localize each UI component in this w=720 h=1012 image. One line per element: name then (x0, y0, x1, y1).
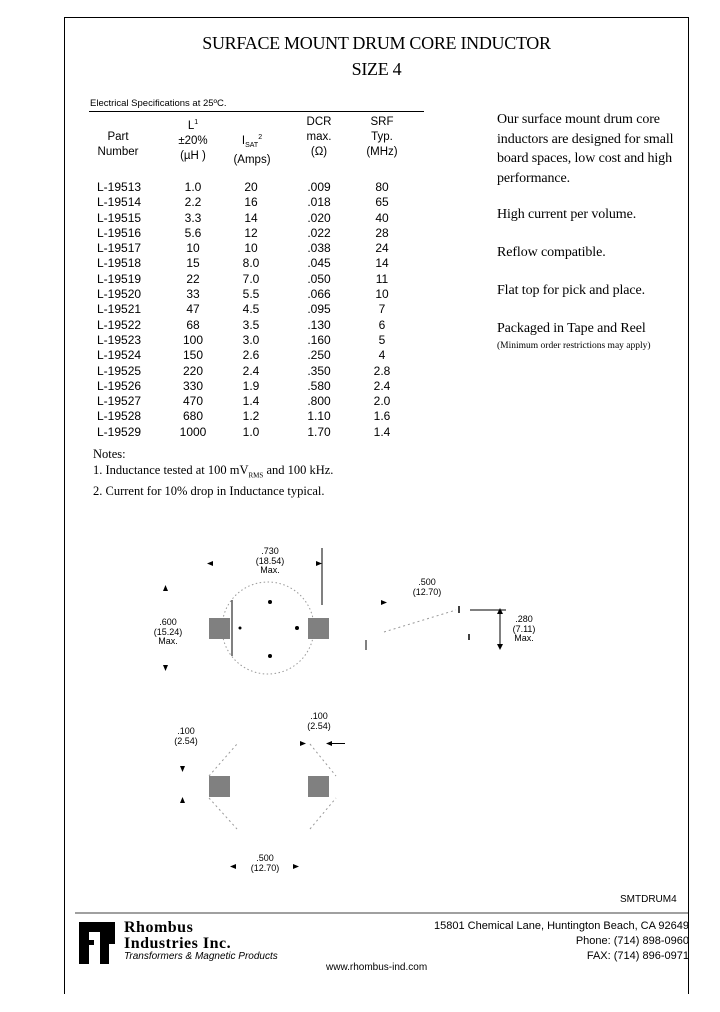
terminal-pad (308, 618, 329, 639)
table-cell: 1.70 (307, 424, 331, 439)
fax-number: (714) 896-0971 (613, 950, 689, 962)
table-cell: 24 (375, 241, 389, 256)
dim-pad-height: .100 (2.54) (174, 726, 198, 746)
table-cell: 80 (375, 180, 389, 194)
land-pad (209, 776, 230, 797)
table-cell: 3.5 (242, 317, 260, 332)
table-cell: 16 (244, 195, 258, 210)
arrow-icon (163, 665, 168, 671)
table-cell: L-19514 (97, 195, 142, 210)
feature-high-current: High current per volume. (497, 207, 637, 222)
core-dot (268, 600, 272, 604)
table-cell: 1.0 (242, 424, 260, 439)
table-cell: 2.8 (373, 363, 391, 378)
table-cell: L-19518 (97, 256, 142, 271)
table-cell: 470 (182, 394, 204, 409)
table-cell: 2.4 (242, 363, 260, 378)
pad-outline (310, 744, 336, 776)
table-cell: 65 (375, 195, 389, 210)
table-cell: .038 (307, 241, 331, 256)
terminal-pad (209, 618, 230, 639)
dim-thickness: .280 (7.11) Max. (512, 614, 536, 643)
arrow-icon (316, 561, 322, 566)
table-cell: L-19516 (97, 225, 142, 240)
table-cell: 28 (375, 225, 389, 240)
table-cell: L-19521 (97, 302, 142, 317)
table-cell: 2.0 (373, 394, 391, 409)
table-cell: L-19520 (97, 287, 142, 302)
table-cell: .160 (307, 332, 331, 347)
arrow-icon (163, 585, 168, 591)
fax-label: FAX: (586, 950, 611, 962)
dim-pad-spacing: .500 (12.70) (250, 853, 280, 873)
table-cell: 4 (378, 348, 386, 363)
notes-heading: Notes: (93, 447, 126, 461)
table-cell: 150 (182, 348, 204, 363)
feature-tape-reel-note: (Minimum order restrictions may apply) (497, 341, 651, 351)
table-cell: 11 (375, 271, 389, 286)
dim-side-length: .500 (12.70) (412, 577, 442, 597)
dim-height: .600 (15.24) Max. (153, 617, 183, 646)
core-dot (295, 626, 299, 630)
company-contact (420, 919, 689, 964)
arrow-icon (300, 741, 306, 746)
arrow-icon (326, 741, 332, 746)
table-cell: .045 (307, 256, 331, 271)
table-cell: .066 (307, 287, 331, 302)
header-dcr: DCR max. (Ω) (306, 116, 332, 158)
header-srf: SRF Typ. (MHz) (366, 116, 398, 158)
table-cell: .095 (307, 302, 331, 317)
table-cell: 8.0 (242, 256, 260, 271)
table-cell: 4.5 (242, 302, 260, 317)
table-cell: 20 (244, 180, 258, 194)
table-cell: .009 (307, 180, 331, 194)
land-pad (308, 776, 329, 797)
table-cell: 220 (182, 363, 204, 378)
table-cell: L-19523 (97, 332, 142, 347)
table-cell: 2.2 (184, 195, 202, 210)
table-cell: 1.9 (242, 378, 260, 393)
table-cell: .800 (307, 394, 331, 409)
table-cell: .018 (307, 195, 331, 210)
table-cell: .050 (307, 271, 331, 286)
table-cell: .250 (307, 348, 331, 363)
table-cell: 7.0 (242, 271, 260, 286)
table-cell: 10 (244, 241, 258, 256)
table-cell: 10 (375, 287, 389, 302)
table-cell: 1000 (179, 424, 207, 439)
title-line2: SIZE 4 (351, 59, 402, 79)
address: 15801 Chemical Lane, Huntington Beach, CA 92649 (433, 920, 689, 932)
table-cell: 1.10 (307, 409, 331, 424)
core-dot (239, 627, 242, 630)
table-cell: 33 (186, 287, 200, 302)
table-cell: L-19524 (97, 348, 142, 363)
spec-caption: Electrical Specifications at 25ºC. (90, 98, 227, 109)
arrow-icon (497, 608, 503, 614)
table-cell: 100 (182, 332, 204, 347)
table-cell: .350 (307, 363, 331, 378)
table-cell: 680 (182, 409, 204, 424)
phone-number: (714) 898-0960 (613, 935, 689, 947)
arrow-icon (207, 561, 213, 566)
feature-tape-reel: Packaged in Tape and Reel (497, 321, 646, 336)
table-cell: 3.0 (242, 332, 260, 347)
table-cell: 12 (244, 225, 258, 240)
core-outline (222, 582, 314, 674)
company-name-1: Rhombus (124, 919, 194, 936)
arrow-icon (230, 864, 236, 869)
doc-code: SMTDRUM4 (620, 894, 677, 905)
table-cell: L-19519 (97, 271, 142, 286)
table-cell: 5.6 (184, 225, 202, 240)
table-cell: 47 (186, 302, 200, 317)
website-link[interactable]: www.rhombus-ind.com (326, 962, 428, 973)
arrow-icon (381, 600, 387, 605)
table-cell: 6 (378, 317, 386, 332)
pad-outline (310, 798, 336, 829)
table-cell: L-19527 (97, 394, 142, 409)
table-cell: 3.3 (184, 210, 202, 225)
note-2: 2. Current for 10% drop in Inductance typical. (93, 483, 325, 498)
table-cell: 5.5 (242, 287, 260, 302)
pad-outline (209, 798, 237, 829)
table-cell: 22 (186, 271, 200, 286)
table-cell: 14 (244, 210, 258, 225)
table-cell: 1.0 (184, 180, 202, 194)
table-cell: 15 (186, 256, 200, 271)
company-tagline: Transformers & Magnetic Products (124, 951, 278, 962)
phone-label: Phone: (575, 935, 611, 947)
table-cell: 2.6 (242, 348, 260, 363)
features-intro: Our surface mount drum core inductors are designed for small board spaces, low cost and high performance. (497, 112, 674, 186)
table-cell: 2.4 (373, 378, 391, 393)
header-part: Part Number (97, 131, 139, 158)
table-cell: L-19525 (97, 363, 142, 378)
feature-flat-top: Flat top for pick and place. (497, 283, 646, 298)
table-cell: .130 (307, 317, 331, 332)
header-isat: $I_{SAT}^2$ (Amps) (233, 134, 271, 167)
table-cell: 40 (375, 210, 389, 225)
table-cell: 7 (378, 302, 386, 317)
table-cell: 10 (186, 241, 200, 256)
company-logo (79, 922, 115, 964)
arrow-icon (180, 797, 185, 803)
company-name-2: Industries Inc. (124, 935, 232, 952)
table-cell: 1.6 (373, 409, 391, 424)
table-cell: L-19522 (97, 317, 142, 332)
dim-width: .730 (18.54) Max. (255, 546, 285, 575)
feature-reflow: Reflow compatible. (497, 245, 606, 260)
side-view-outline (384, 610, 456, 632)
pad-outline (209, 744, 237, 776)
table-cell: .020 (307, 210, 331, 225)
table-cell: 1.4 (373, 424, 391, 439)
table-cell: 68 (186, 317, 200, 332)
table-cell: 14 (375, 256, 389, 271)
note-1: 1. Inductance tested at 100 $mV_{RMS}$ and 100 kHz. (93, 462, 334, 479)
table-cell: L-19526 (97, 378, 142, 393)
table-cell: L-19517 (97, 241, 142, 256)
table-cell: 1.4 (242, 394, 260, 409)
table-cell: 5 (378, 332, 386, 347)
table-cell: L-19528 (97, 409, 142, 424)
table-cell: L-19515 (97, 210, 142, 225)
table-cell: 1.2 (242, 409, 260, 424)
dim-pad-width: .100 (2.54) (307, 711, 331, 731)
core-dot (268, 654, 272, 658)
arrow-icon (293, 864, 299, 869)
table-cell: .022 (307, 225, 331, 240)
table-cell: L-19529 (97, 424, 142, 439)
table-cell: L-19513 (97, 180, 142, 194)
arrow-icon (497, 644, 503, 650)
table-cell: .580 (307, 378, 331, 393)
header-inductance: $L^1$ ±20% (µH ) (178, 119, 208, 162)
table-cell: 330 (182, 378, 204, 393)
title-line1: SURFACE MOUNT DRUM CORE INDUCTOR (202, 33, 551, 53)
arrow-icon (180, 766, 185, 772)
